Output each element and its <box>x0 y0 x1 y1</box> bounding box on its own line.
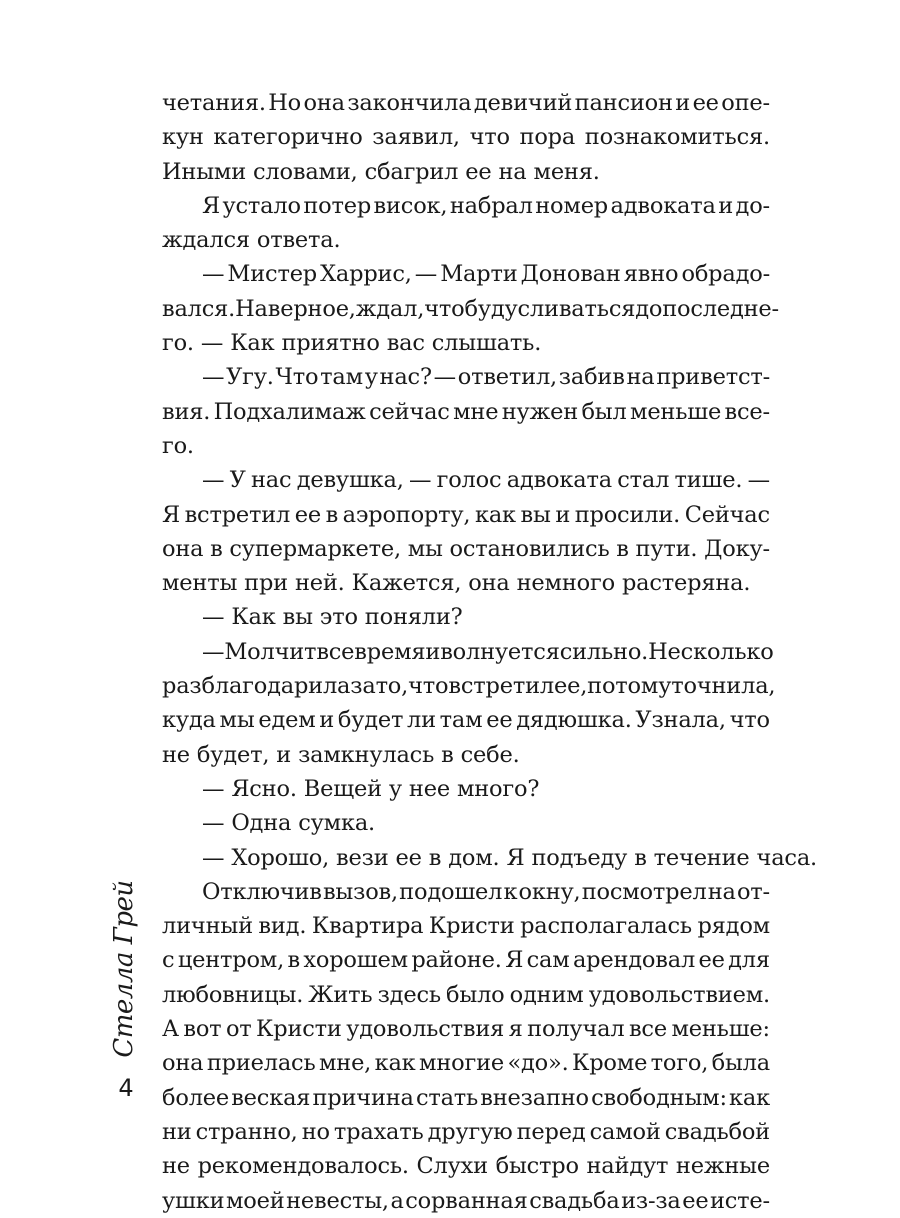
text-line: — Мистер Харрис, — Марти Донован явно обрадо- <box>202 261 770 288</box>
text-line: — Хорошо, вези ее в дом. Я подъеду в течение часа. <box>202 844 817 871</box>
text-line: — Одна сумка. <box>202 810 376 837</box>
text-line: го. — Как приятно вас слышать. <box>162 330 542 357</box>
text-line: менты при ней. Кажется, она немного растеряна. <box>162 570 751 597</box>
text-line: она приелась мне, как многие «до». Кроме того, была <box>162 1050 770 1077</box>
body-text <box>162 86 817 1218</box>
text-line: Я устало потер висок, набрал номер адвоката и до- <box>202 192 770 219</box>
text-line: любовницы. Жить здесь было одним удовольствием. <box>162 981 770 1008</box>
text-line: более веская причина стать внезапно свободным: как <box>162 1084 770 1111</box>
text-line: не рекомендовалось. Слухи быстро найдут нежные <box>162 1153 770 1180</box>
text-line: — Ясно. Вещей у нее много? <box>202 775 540 802</box>
text-line: раз благодарила за то, что встретил ее, потом уточнила, <box>162 673 776 700</box>
text-line: ждался ответа. <box>162 227 341 254</box>
text-line: А вот от Кристи удовольствия я получал все меньше: <box>162 1016 770 1043</box>
text-line: куда мы едем и будет ли там ее дядюшка. Узнала, что <box>162 707 770 734</box>
text-line: четания. Но она закончила девичий пансион и ее опе- <box>162 90 770 116</box>
text-line: — Как вы это поняли? <box>202 604 463 631</box>
text-line: го. <box>162 432 194 459</box>
text-line: кун категорично заявил, что пора познакомиться. <box>162 124 770 151</box>
text-line: — Угу. Что там у нас? — ответил, забив на приветст- <box>202 364 770 391</box>
text-line: она в супермаркете, мы остановились в пути. Доку- <box>162 535 770 562</box>
text-line: ушки моей невесты, а сорванная свадьба из-за ее исте- <box>162 1187 770 1214</box>
text-line: Иными словами, сбагрил ее на меня. <box>162 158 600 185</box>
text-line: вия. Подхалимаж сейчас мне нужен был меньше все- <box>162 398 770 425</box>
page-number: 4 <box>118 1074 134 1102</box>
author-running-head <box>104 880 144 1058</box>
text-line: Я встретил ее в аэропорту, как вы и просили. Сейчас <box>162 501 770 528</box>
text-line: личный вид. Квартира Кристи располагалась рядом <box>162 913 770 940</box>
text-line: с центром, в хорошем районе. Я сам арендовал ее для <box>162 947 770 974</box>
text-line: Отключив вызов, подошел к окну, посмотрел на от- <box>202 878 770 905</box>
text-line: не будет, и замкнулась в себе. <box>162 741 520 768</box>
text-line: — У нас девушка, — голос адвоката стал тише. — <box>202 467 770 494</box>
text-line: — Молчит все время и волнуется сильно. Несколько <box>202 638 774 665</box>
text-line: ни странно, но трахать другую перед самой свадьбой <box>162 1118 770 1145</box>
author-name: Стелла Грей <box>109 880 139 1058</box>
text-line: вался. Наверное, ждал, что буду сливаться до последне- <box>162 295 779 322</box>
